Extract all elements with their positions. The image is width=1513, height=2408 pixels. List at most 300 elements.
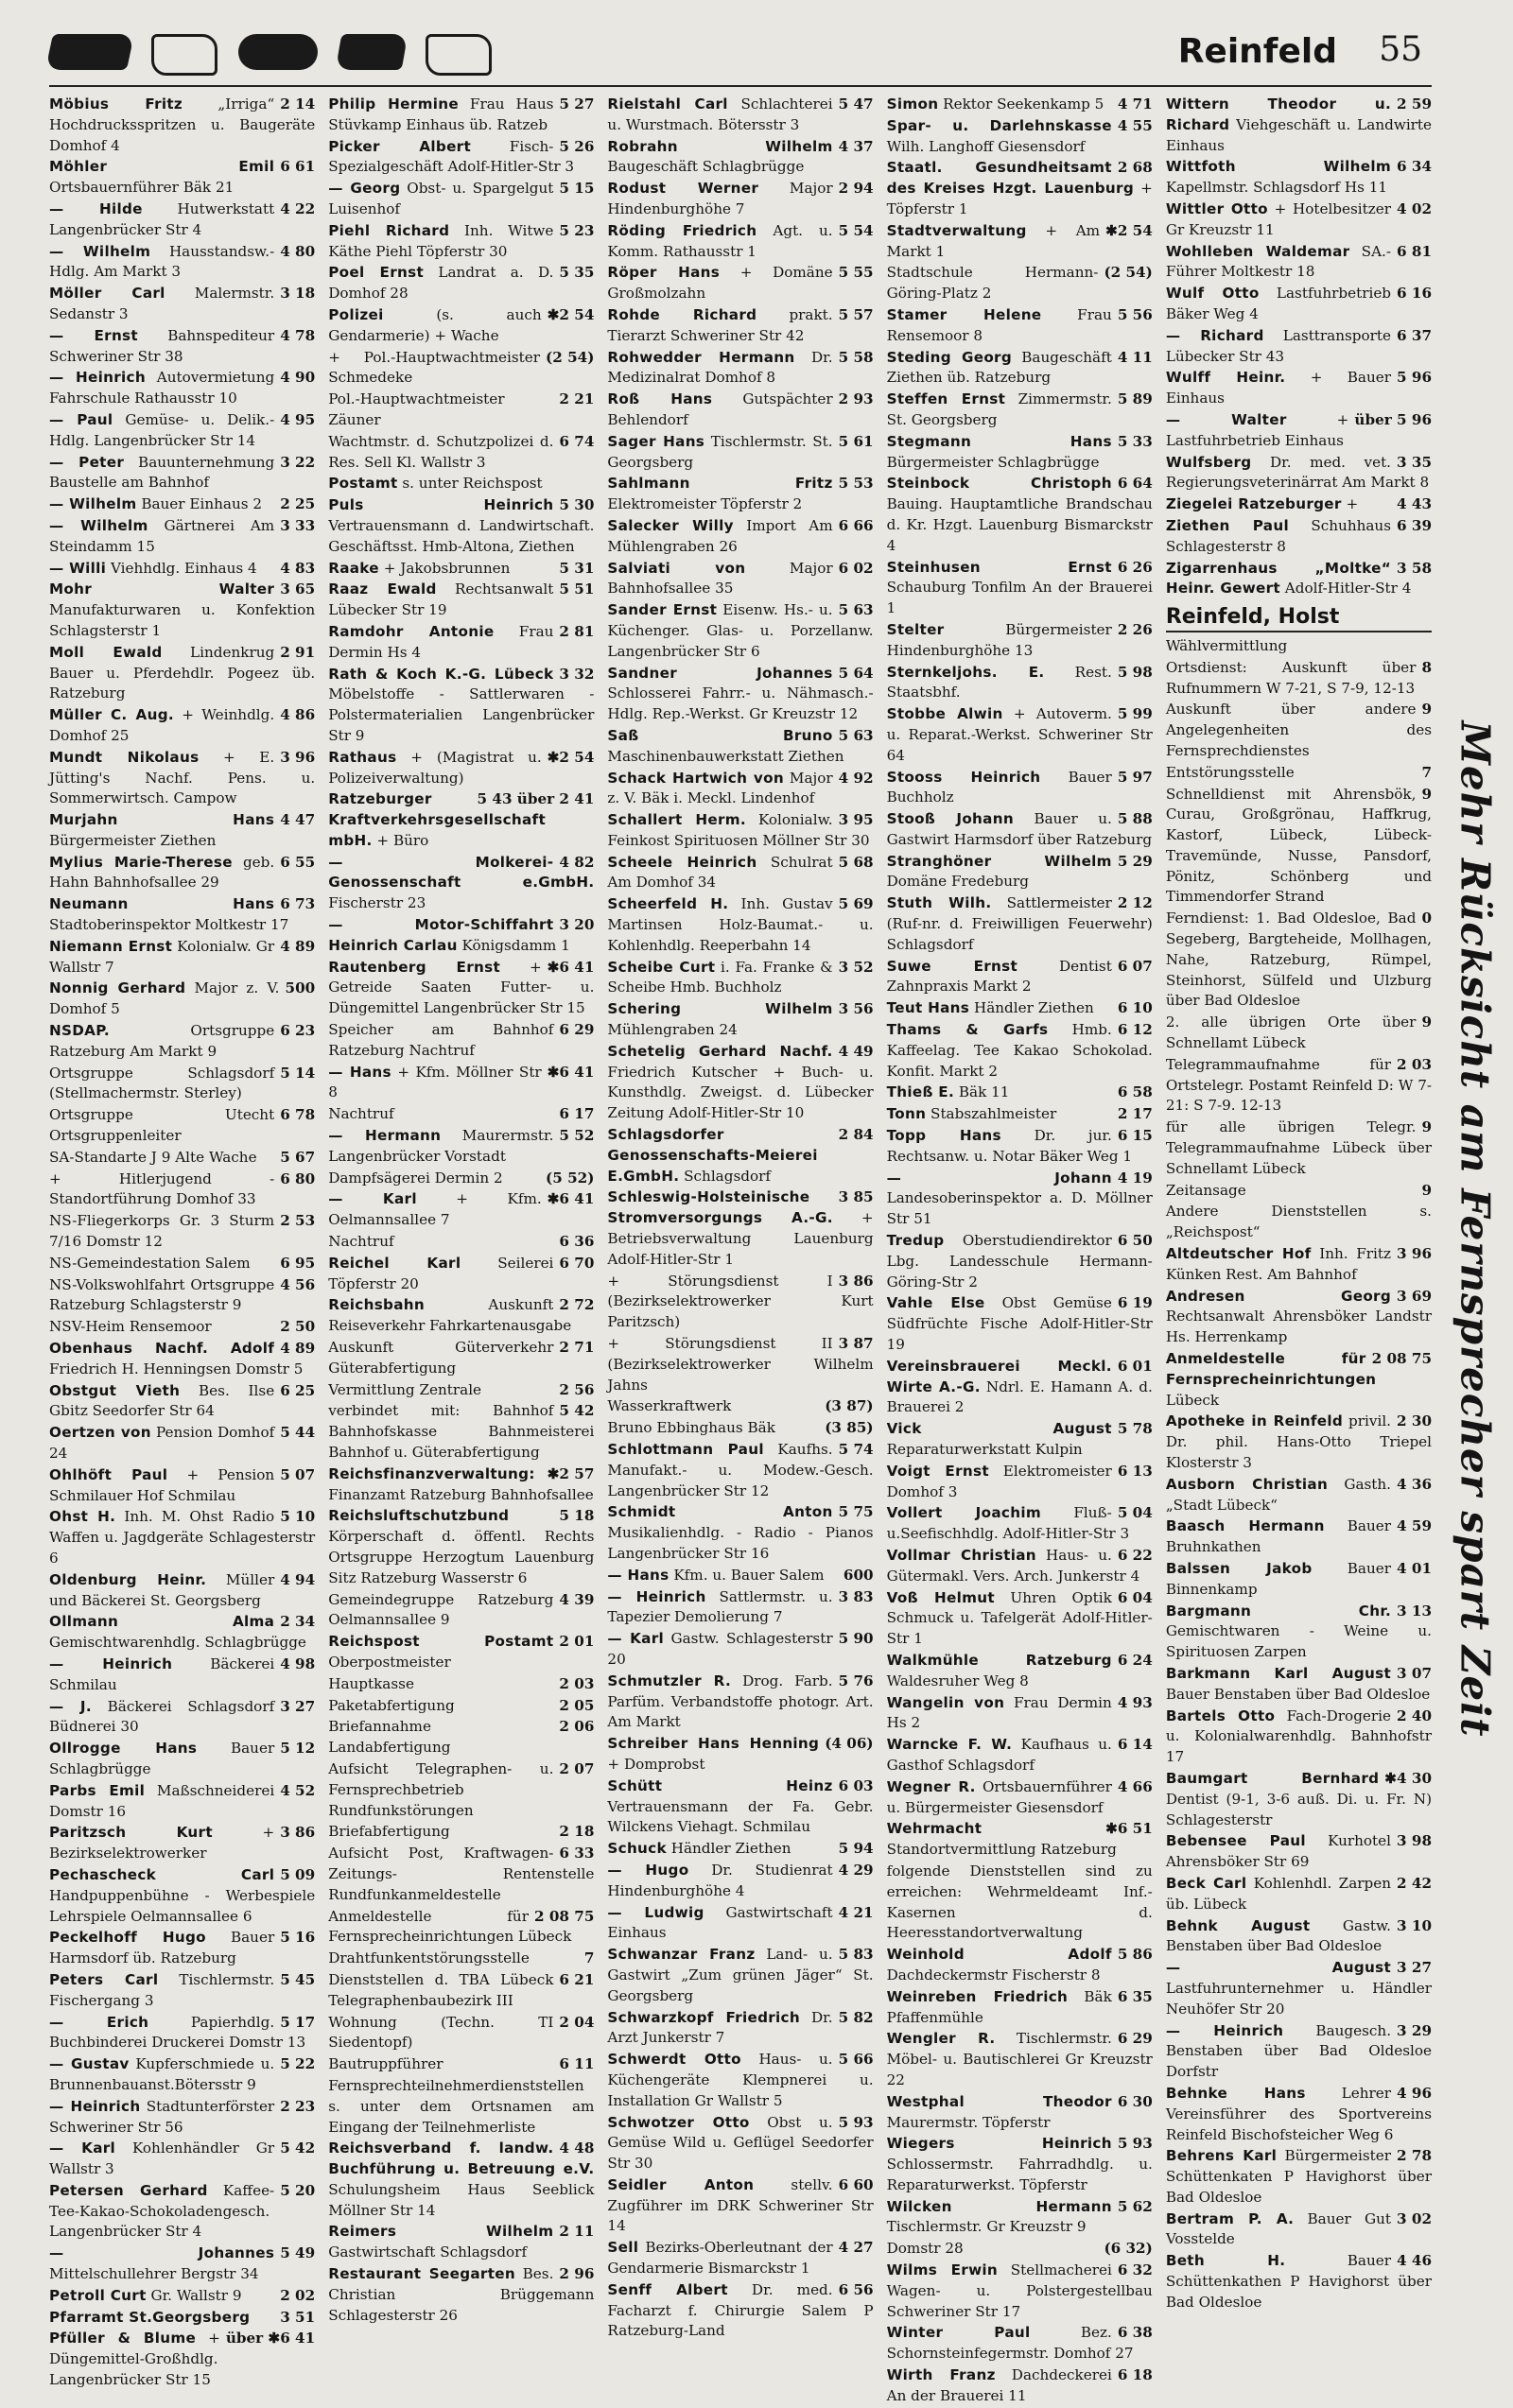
phone-number: 4 86: [280, 706, 316, 724]
phone-number: 4 89: [280, 1340, 316, 1358]
phone-number: 2 59: [1397, 95, 1433, 113]
directory-entry: [1166, 242, 1432, 284]
directory-entry: [49, 1970, 315, 2012]
entry-details: + Autoverm. u. Reparat.-Werkst. Schweriner Str 64: [886, 705, 1153, 764]
entry-details: Frau Dermin Hs 4: [328, 622, 554, 661]
phone-number: 4 66: [1117, 1777, 1153, 1795]
phone-number: 4 22: [280, 199, 316, 217]
entry-name: Suwe Ernst: [886, 957, 1018, 975]
entry-name: Obenhaus Nachf. Adolf: [49, 1340, 275, 1358]
entry-name: Bartels Otto: [1165, 1706, 1276, 1724]
entry-name: Sander Ernst: [607, 601, 718, 619]
entry-details: Obst- u. Spargelgut Luisenhof: [328, 180, 554, 217]
entry-details: Schlosserei Fahrr.- u. Nähmasch.-Hdlg. Rep.-Werkst. Gr Kreuzstr 12: [607, 684, 874, 723]
entry-name: Stuth Wilh.: [886, 894, 992, 912]
entry-name: Schack Hartwich von: [607, 769, 784, 787]
directory-entry: [887, 893, 1153, 955]
entry-details: Schnelldienst mit Ahrensbök, Curau, Großgrönau, Haffkrug, Kastorf, Lübeck, Lübeck-Travemünde, Nusse, Pansdorf, Pönitz, Schönberg und Timmendorfer Strand: [1165, 785, 1433, 906]
phone-number: 2 40: [1397, 1706, 1433, 1724]
entry-name: — Heinrich: [49, 2097, 141, 2115]
entry-details: Elektromeister Domhof 3: [886, 1462, 1112, 1500]
entry-details: Andere Dienststellen s. „Reichspost“: [1165, 1203, 1433, 1241]
entry-details: Waldesruher Weg 8: [886, 1672, 1029, 1689]
directory-entry: [49, 410, 315, 452]
entry-name: Sahlmann Fritz: [607, 475, 833, 493]
entry-details: + Bezirkselektrowerker: [49, 1824, 275, 1862]
entry-details: Entstörungsstelle: [1165, 763, 1295, 781]
entry-details: Auskunft über andere Angelegenheiten des Fernsprechdienstes: [1165, 701, 1433, 759]
phone-number: 5 33: [1117, 432, 1153, 450]
directory-entry: [49, 242, 315, 284]
directory-entry: [328, 1189, 594, 1231]
entry-details: Bauer Harmsdorf üb. Ratzeburg: [49, 1929, 275, 1967]
phone-number: 4 71: [1117, 95, 1153, 113]
phone-number: 6 22: [1117, 1546, 1153, 1564]
phone-number: 5 75: [838, 1503, 874, 1521]
directory-entry: [607, 1776, 873, 1838]
entry-name: Apotheke in Reinfeld: [1165, 1412, 1344, 1430]
phone-number: 2 18: [559, 1823, 595, 1841]
entry-details: Maßschneiderei Domstr 16: [49, 1781, 275, 1820]
entry-details: Müller und Bäckerei St. Georgsberg: [49, 1570, 275, 1609]
entry-name: — Richard: [1165, 326, 1264, 344]
phone-number: (6 32): [1104, 2240, 1153, 2258]
phone-number: 8: [1421, 658, 1433, 676]
entry-details: Bauer Benstaben über Bad Oldesloe: [1165, 1685, 1431, 1703]
entry-name: Reichsverband f. landw. Buchführung u. Betreuung e.V.: [328, 2139, 595, 2178]
entry-details: Bruno Ebbinghaus Bäk: [607, 1419, 775, 1437]
entry-details: Schlagsdorf: [684, 1167, 771, 1185]
entry-details: Wohnung (Techn. TI Siedentopf): [328, 2013, 554, 2052]
phone-number: 6 14: [1117, 1736, 1153, 1754]
phone-number: 5 53: [838, 475, 874, 493]
phone-number: 5 64: [838, 664, 874, 682]
phone-number: 4 96: [1397, 2084, 1433, 2102]
entry-name: Stamer Helene: [886, 305, 1042, 323]
directory-entry: [887, 2261, 1153, 2322]
phone-number: 4 95: [280, 410, 316, 428]
entry-details: Landrat a. D. Domhof 28: [328, 264, 554, 303]
entry-details: Autovermietung Fahrschule Rathausstr 10: [49, 369, 275, 407]
entry-name: Rodust Werner: [607, 180, 759, 198]
phone-number: 4 89: [280, 937, 316, 955]
entry-name: Sternkeljohs. E.: [886, 663, 1045, 681]
entry-name: Vereinsbrauerei Meckl. Wirte A.-G.: [886, 1357, 1112, 1395]
entry-name: — Heinrich: [607, 1587, 706, 1605]
phone-number: 5 31: [559, 559, 595, 577]
entry-details: SA.-Führer Moltkestr 18: [1165, 242, 1392, 281]
directory-entry: [1166, 1013, 1432, 1054]
phone-number: 2 72: [559, 1296, 595, 1314]
logo-icon-3: [238, 34, 318, 70]
directory-entry: [1166, 2084, 1432, 2145]
entry-name: Peters Carl: [49, 1970, 159, 1988]
entry-details: Schuhhaus Schlagesterstr 8: [1165, 516, 1392, 555]
entry-name: Schering Wilhelm: [607, 1000, 833, 1018]
phone-number: 6 29: [559, 1021, 595, 1039]
phone-number: 4 55: [1117, 116, 1153, 134]
phone-number: (3 87): [825, 1397, 874, 1415]
entry-details: Major z. V. Bäk i. Meckl. Lindenhof: [607, 769, 833, 807]
directory-entry: [887, 620, 1153, 662]
entry-name: Steinhusen Ernst: [886, 558, 1112, 576]
directory-entry: [49, 284, 315, 325]
phone-number: 3 22: [280, 453, 316, 471]
phone-number: 6 35: [1117, 1987, 1153, 2005]
entry-name: Vollert Joachim: [886, 1504, 1041, 1522]
phone-number: 6 26: [1117, 558, 1153, 576]
phone-number: 2 03: [1397, 1055, 1433, 1073]
directory-entry: [607, 600, 873, 662]
entry-name: Raaz Ewald: [328, 580, 437, 598]
directory-entry: [887, 1651, 1153, 1692]
phone-number: 5 45: [280, 1970, 316, 1988]
entry-details: Kfm. u. Bauer Salem: [673, 1566, 825, 1584]
entry-details: Vermittlung Zentrale: [328, 1380, 482, 1398]
directory-entry: [607, 999, 873, 1041]
entry-details: Lehrer Vereinsführer des Sportvereins Reinfeld Bischofsteicher Weg 6: [1165, 2084, 1433, 2143]
phone-number: über 5 96: [1354, 410, 1433, 428]
directory-entry: [328, 1674, 594, 1695]
phone-number: 5 17: [280, 2013, 316, 2031]
phone-number: 9: [1421, 1181, 1433, 1199]
phone-number: 5 82: [838, 2008, 874, 2026]
entry-details: Ortsbauernführer u. Bürgermeister Giesensdorf: [886, 1777, 1112, 1816]
directory-entry: [1166, 2209, 1432, 2251]
entry-details: Finanzamt Ratzeburg Bahnhofsallee: [328, 1485, 594, 1503]
entry-details: Händler Ziethen: [670, 1840, 791, 1858]
phone-number: 3 96: [280, 748, 316, 766]
column-5: [1166, 95, 1432, 2408]
directory-entry: [607, 1396, 873, 1417]
phone-number: 5 15: [559, 180, 595, 198]
phone-number: 6 13: [1117, 1462, 1153, 1480]
directory-entry: [887, 1546, 1153, 1587]
entry-name: Topp Hans: [886, 1127, 1001, 1145]
entry-details: Domäne Fredeburg: [886, 873, 1029, 891]
directory-entry: [328, 2076, 594, 2138]
phone-number: 3 27: [1397, 1959, 1433, 1977]
entry-name: Schwotzer Otto: [607, 2113, 750, 2131]
logo-icon-2: [151, 34, 217, 76]
entry-details: Viehhdlg. Einhaus 4: [110, 559, 257, 577]
entry-details: Tischlermstr. St. Georgsberg: [607, 432, 833, 471]
phone-number: 5 63: [838, 601, 874, 619]
phone-number: 3 02: [1397, 2209, 1433, 2227]
directory-entry: [49, 2054, 315, 2096]
entry-name: — Karl: [607, 1630, 664, 1648]
directory-entry: [49, 894, 315, 936]
entry-name: Schuck: [607, 1840, 667, 1858]
entry-details: stellv. Zugführer im DRK Schweriner Str 14: [607, 2175, 874, 2235]
entry-details: Ortsgruppe Ratzeburg Am Markt 9: [49, 1022, 275, 1060]
phone-number: 2 14: [280, 95, 316, 113]
directory-entry: [607, 1734, 873, 1776]
directory-entry: [1166, 368, 1432, 409]
directory-entry: [328, 348, 594, 390]
entry-name: Teut Hans: [886, 999, 970, 1017]
directory-entry: [49, 1275, 315, 1317]
column-3: [607, 95, 873, 2408]
entry-details: Manufakturwaren u. Konfektion Schlagsterstr 1: [49, 601, 316, 639]
phone-number: 5 56: [1117, 305, 1153, 323]
entry-name: — Heinrich: [49, 369, 146, 387]
entry-details: Gr. Wallstr 9: [150, 2286, 242, 2304]
phone-number: 2 71: [559, 1339, 595, 1357]
phone-number: 2 30: [1397, 1412, 1433, 1430]
entry-name: — Hermann: [328, 1127, 442, 1145]
entry-details: Speicher am Bahnhof Ratzeburg Nachtruf: [328, 1021, 554, 1059]
entry-details: + Kfm. Möllner Str 8: [328, 1063, 542, 1101]
phone-number: 6 18: [1117, 2366, 1153, 2384]
phone-number: 6 37: [1397, 326, 1433, 344]
phone-number: 0: [1421, 909, 1433, 927]
entry-name: Polizei: [328, 305, 384, 323]
directory-entry: [49, 580, 315, 641]
directory-entry: [887, 1104, 1153, 1125]
phone-number: 4 47: [280, 811, 316, 829]
entry-details: Handpuppenbühne - Werbespiele Lehrspiele Oelmannsallee 6: [49, 1886, 316, 1925]
directory-entry: [328, 1907, 594, 1949]
entry-details: Zimmermstr. St. Georgsberg: [886, 390, 1112, 428]
entry-details: Eisenw. Hs.- u. Küchenger. Glas- u. Porzellanw. Langenbrücker Str 6: [607, 601, 874, 660]
phone-number: 3 29: [1397, 2021, 1433, 2039]
entry-name: Roß Hans: [607, 390, 713, 408]
logo-icon-1: [45, 34, 134, 70]
directory-entry: [607, 769, 873, 810]
directory-entry: [49, 1254, 315, 1274]
phone-number: 500: [285, 979, 316, 997]
entry-name: Stegmann Hans: [886, 432, 1112, 450]
phone-number: 6 38: [1117, 2324, 1153, 2342]
entry-details: + Hotelbesitzer Gr Kreuzstr 11: [1165, 199, 1392, 238]
phone-number: 2 02: [280, 2286, 316, 2304]
entry-name: Seidler Anton: [607, 2175, 755, 2193]
entry-name: Simon: [886, 95, 939, 113]
entry-name: Bertram P. A.: [1165, 2209, 1295, 2227]
phone-number: 6 01: [1117, 1357, 1153, 1375]
entry-name: Ollmann Alma: [49, 1613, 275, 1631]
entry-details: Haus- u. Gütermakl. Vers. Arch. Junkerstr 4: [886, 1546, 1140, 1585]
directory-entry: [607, 1440, 873, 1501]
entry-name: — August: [1165, 1959, 1392, 1977]
directory-entry: [1166, 1958, 1432, 2019]
entry-details: Ortsbauernführer Bäk 21: [49, 179, 235, 197]
entry-details: Maschinenbauwerkstatt Ziethen: [607, 747, 844, 765]
column-4: [887, 95, 1153, 2408]
entry-name: Parbs Emil: [49, 1781, 146, 1799]
phone-number: 5 27: [559, 95, 595, 113]
entry-name: Puls Heinrich: [328, 496, 554, 514]
directory-entry: [887, 2092, 1153, 2134]
entry-details: Bauer Bruhnkathen: [1165, 1517, 1392, 1556]
phone-number: 6 61: [280, 158, 316, 176]
directory-entry: [607, 1042, 873, 1124]
directory-entry: [607, 1125, 873, 1187]
entry-details: Ortsgruppe Schlagsdorf (Stellmachermstr. Sterley): [49, 1064, 275, 1102]
entry-details: Frau Rensemoor 8: [886, 305, 1112, 344]
directory-entry: [328, 1104, 594, 1125]
directory-entry: [887, 432, 1153, 474]
entry-details: Stellmacherei Wagen- u. Polstergestellbau Schweriner Str 17: [886, 2261, 1153, 2320]
phone-number: 5 69: [838, 895, 874, 913]
phone-number: 5 96: [1397, 369, 1433, 387]
entry-name: Vick August: [886, 1420, 1112, 1438]
entry-details: Telegrammaufnahme für Ortstelegr. Postamt Reinfeld D: W 7-21: S 7-9. 12-13: [1165, 1055, 1433, 1115]
directory-entry: [49, 643, 315, 704]
entry-details: Rektor Seekenkamp 5: [943, 95, 1104, 113]
entry-details: Bürgermeister Hindenburghöhe 13: [886, 620, 1112, 659]
directory-entry: [887, 2239, 1153, 2260]
entry-name: Walkmühle Ratzeburg: [886, 1651, 1112, 1669]
phone-number: 6 32: [1117, 2261, 1153, 2279]
phone-number: 5 68: [838, 853, 874, 871]
phone-number: 6 07: [1117, 957, 1153, 975]
directory-entry: [49, 1317, 315, 1338]
phone-number: 6 23: [280, 1022, 316, 1040]
phone-number: 4 48: [559, 2139, 595, 2157]
directory-entry: [328, 1464, 594, 1506]
directory-entry: [328, 1020, 594, 1062]
entry-details: + Jakobsbrunnen: [383, 559, 511, 577]
directory-entry: [328, 1380, 594, 1401]
entry-details: Ortsgruppe Utecht Ortsgruppenleiter: [49, 1106, 275, 1145]
phone-number: 6 74: [559, 432, 595, 450]
directory-entry: [607, 1903, 873, 1945]
phone-number: 3 98: [1397, 1832, 1433, 1850]
entry-details: Gasth. „Stadt Lübeck“: [1165, 1475, 1392, 1514]
directory-entry: [328, 1169, 594, 1189]
entry-details: Tischlermstr. Möbel- u. Bautischlerei Gr Kreuzstr 22: [886, 2030, 1153, 2088]
directory-entry: [1166, 284, 1432, 325]
directory-entry: [49, 1211, 315, 1253]
entry-details: Bez. Schornsteinfegermstr. Domhof 27: [886, 2324, 1134, 2363]
place-heading: Reinfeld: [1177, 32, 1337, 71]
entry-name: — Heinrich: [1165, 2021, 1284, 2039]
phone-number: 5 97: [1117, 768, 1153, 786]
directory-entry: [887, 663, 1153, 704]
directory-entry: [887, 158, 1153, 219]
directory-entry: [1166, 1769, 1432, 1830]
directory-entry: [607, 1418, 873, 1439]
phone-number: 2 05: [559, 1696, 595, 1714]
entry-details: Bäckerei Schmilau: [49, 1654, 275, 1693]
directory-entry: [887, 1693, 1153, 1735]
directory-entry: [887, 1357, 1153, 1418]
entry-details: NS-Fliegerkorps Gr. 3 Sturm 7/16 Domstr 12: [49, 1212, 275, 1251]
directory-entry: [607, 137, 873, 179]
directory-entry: [49, 1339, 315, 1380]
entry-details: + Am Markt 1: [886, 221, 1101, 260]
directory-entry: [49, 1928, 315, 1969]
entry-name: — Wilhelm: [49, 516, 148, 534]
directory-entry: [1166, 909, 1432, 1012]
entry-details: Bäckerei Schlagsdorf Büdnerei 30: [49, 1697, 275, 1736]
entry-details: Bahnspediteur Schweriner Str 38: [49, 326, 275, 365]
directory-entry: [1166, 1664, 1432, 1706]
phone-number: 5 76: [838, 1672, 874, 1689]
entry-details: Hausstandsw.-Hdlg. Am Markt 3: [49, 242, 275, 281]
entry-details: Nachtruf: [328, 1105, 394, 1123]
phone-number: 3 85: [838, 1188, 874, 1206]
directory-entry: [1166, 1181, 1432, 1202]
directory-entry: [328, 2264, 594, 2326]
directory-entry: [49, 2286, 315, 2307]
directory-entry: [1166, 700, 1432, 761]
phone-number: 6 10: [1117, 999, 1153, 1017]
directory-entry: [49, 810, 315, 852]
phone-number: 5 62: [1117, 2197, 1153, 2215]
phone-number: 4 78: [280, 326, 316, 344]
phone-number: 5 93: [1117, 2135, 1153, 2153]
entry-name: — Hans: [328, 1063, 391, 1081]
entry-details: Baugeschäft Schlagbrügge: [607, 158, 805, 176]
phone-number: 2 34: [280, 1613, 316, 1631]
phone-number: 3 35: [1397, 453, 1433, 471]
entry-details: Pension Domhof 24: [49, 1424, 275, 1462]
directory-entry: [887, 1083, 1153, 1103]
phone-number: 6 64: [1117, 475, 1153, 493]
entry-details: Obst u. Gemüse Wild u. Geflügel Seedorfer Str 30: [607, 2113, 874, 2173]
phone-number: 2 11: [559, 2223, 595, 2241]
phone-number: 3 83: [838, 1587, 874, 1605]
entry-details: Bauer Binnenkamp: [1165, 1559, 1392, 1598]
phone-number: 4 46: [1397, 2252, 1433, 2270]
phone-number: ✱2 54: [1105, 221, 1153, 239]
entry-name: Behnk August: [1165, 1916, 1311, 1934]
entry-name: — Molkerei-Genossenschaft e.GmbH.: [328, 853, 595, 892]
phone-number: 4 27: [838, 2239, 874, 2257]
entry-details: Maurermstr. Töpferstr: [886, 2113, 1051, 2131]
entry-details: Königsdamm 1: [461, 936, 570, 954]
phone-number: 5 93: [838, 2113, 874, 2131]
entry-details: SA-Standarte J 9 Alte Wache: [49, 1148, 257, 1166]
directory-entry: [607, 894, 873, 956]
entry-details: Wilh. Langhoff Giesensdorf: [886, 137, 1086, 155]
phone-number: 5 78: [1117, 1420, 1153, 1438]
entry-name: Ohlhöft Paul: [49, 1465, 168, 1483]
entry-details: Gastwirtschaft Einhaus: [607, 1903, 833, 1942]
directory-entry: [328, 2222, 594, 2263]
entry-name: — Hugo: [607, 1861, 689, 1879]
phone-number: 2 84: [838, 1126, 874, 1144]
entry-details: Kolonialw. Feinkost Spirituosen Möllner Str 30: [607, 811, 870, 849]
directory-entry: [49, 95, 315, 156]
entry-details: Briefannahme Landabfertigung: [328, 1718, 451, 1757]
entry-name: Tredup: [886, 1232, 945, 1250]
directory-entry: [1166, 2021, 1432, 2083]
directory-entry: [887, 558, 1153, 619]
directory-entry: [607, 263, 873, 304]
phone-number: 6 03: [838, 1776, 874, 1794]
phone-number: 4 82: [559, 853, 595, 871]
entry-details: Dr. Medizinalrat Domhof 8: [607, 348, 833, 387]
entry-details: Bauing. Hauptamtliche Brandschau d. Kr. Hzgt. Lauenburg Bismarckstr 4: [886, 495, 1153, 554]
entry-details: Kapellmstr. Schlagsdorf Hs 11: [1165, 179, 1388, 197]
directory-entry: [49, 937, 315, 979]
entry-name: — Georg: [328, 180, 401, 198]
phone-number: 4 52: [280, 1781, 316, 1799]
directory-entry: [1166, 1706, 1432, 1768]
directory-entry: [328, 559, 594, 580]
phone-number: 5 12: [280, 1740, 316, 1758]
entry-name: Spar- u. Darlehnskasse: [886, 116, 1112, 134]
phone-number: 2 50: [280, 1318, 316, 1336]
directory-entry: [49, 1823, 315, 1864]
directory-entry: [887, 390, 1153, 431]
column-1: [49, 95, 315, 2408]
directory-entry: [1166, 1244, 1432, 1286]
